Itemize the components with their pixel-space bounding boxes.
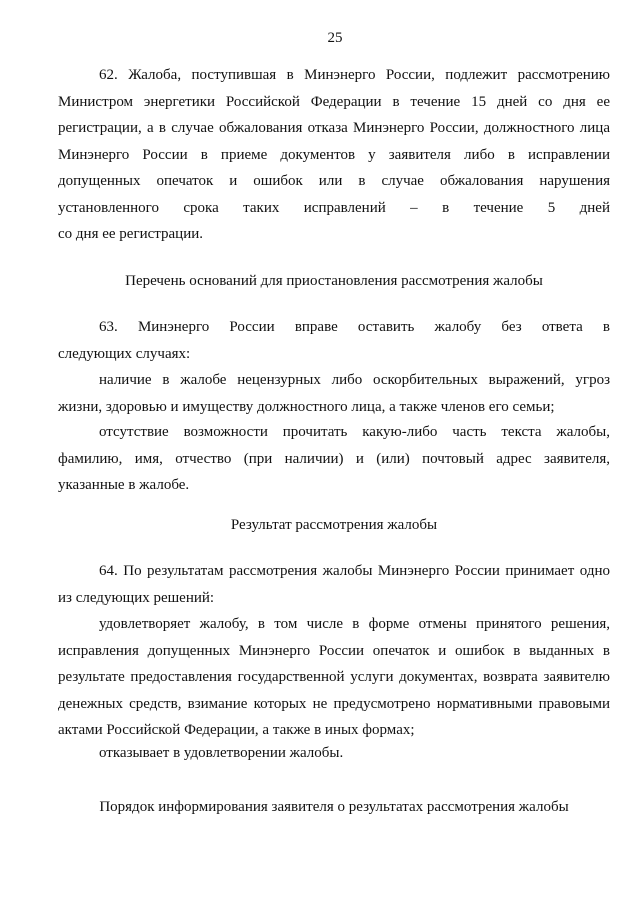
text-line: из следующих решений:: [58, 589, 215, 606]
text-line: регистрации, а в случае обжалования отказа Минэнерго России, должностного лица: [58, 120, 610, 136]
text-line: отказывает в удовлетворении жалобы.: [99, 745, 344, 761]
text-line: Министром энергетики Российской Федерации в течение 15 дней со дня ее: [58, 93, 610, 110]
paragraph-64: [58, 558, 610, 611]
text-line: допущенных опечаток и ошибок или в случае обжалования нарушения: [58, 173, 610, 189]
page-number: 25: [327, 30, 343, 46]
section-heading-suspension: Перечень оснований для приостановления рассмотрения жалобы: [125, 273, 543, 289]
text-line: указанные в жалобе.: [58, 477, 190, 493]
paragraph-63-item-unreadable: [58, 419, 610, 499]
text-line: Минэнерго России в приеме документов у заявителя либо в исправлении: [58, 146, 610, 163]
text-line: со дня ее регистрации.: [58, 226, 204, 242]
text-line: отсутствие возможности прочитать какую-либо часть текста жалобы,: [99, 424, 610, 440]
text-line: следующих случаях:: [58, 345, 191, 362]
text-line: денежных средств, взимание которых не предусмотрено нормативными правовыми: [58, 695, 610, 712]
text-line: жизни, здоровью и имуществу должностного лица, а также членов его семьи;: [58, 398, 555, 415]
paragraph-62: [58, 62, 610, 248]
text-line: актами Российской Федерации, а также в иных формах;: [58, 722, 415, 738]
text-line: исправления допущенных Минэнерго России опечаток и ошибок в выданных в: [58, 642, 610, 659]
text-line: 62. Жалоба, поступившая в Минэнерго России, подлежит рассмотрению: [99, 67, 610, 83]
section-heading-informing: Порядок информирования заявителя о результатах рассмотрения жалобы: [99, 799, 569, 815]
text-line: 63. Минэнерго России вправе оставить жалобу без ответа в: [99, 319, 610, 335]
paragraph-63-item-obscene: [58, 367, 610, 420]
text-line: фамилию, имя, отчество (при наличии) и (или) почтовый адрес заявителя,: [58, 450, 610, 467]
section-heading-result: Результат рассмотрения жалобы: [230, 517, 438, 533]
text-line: установленного срока таких исправлений – в течение 5 дней: [58, 199, 610, 216]
text-line: удовлетворяет жалобу, в том числе в форме отмены принятого решения,: [99, 616, 610, 632]
paragraph-64-item-refuse: [58, 740, 610, 767]
text-line: 64. По результатам рассмотрения жалобы Минэнерго России принимает одно: [99, 563, 610, 579]
text-line: результате предоставления государственной услуги документах, возврата заявителю: [58, 669, 610, 685]
paragraph-64-item-satisfy: [58, 611, 610, 744]
text-line: наличие в жалобе нецензурных либо оскорбительных выражений, угроз: [99, 372, 610, 388]
paragraph-63: [58, 314, 610, 367]
